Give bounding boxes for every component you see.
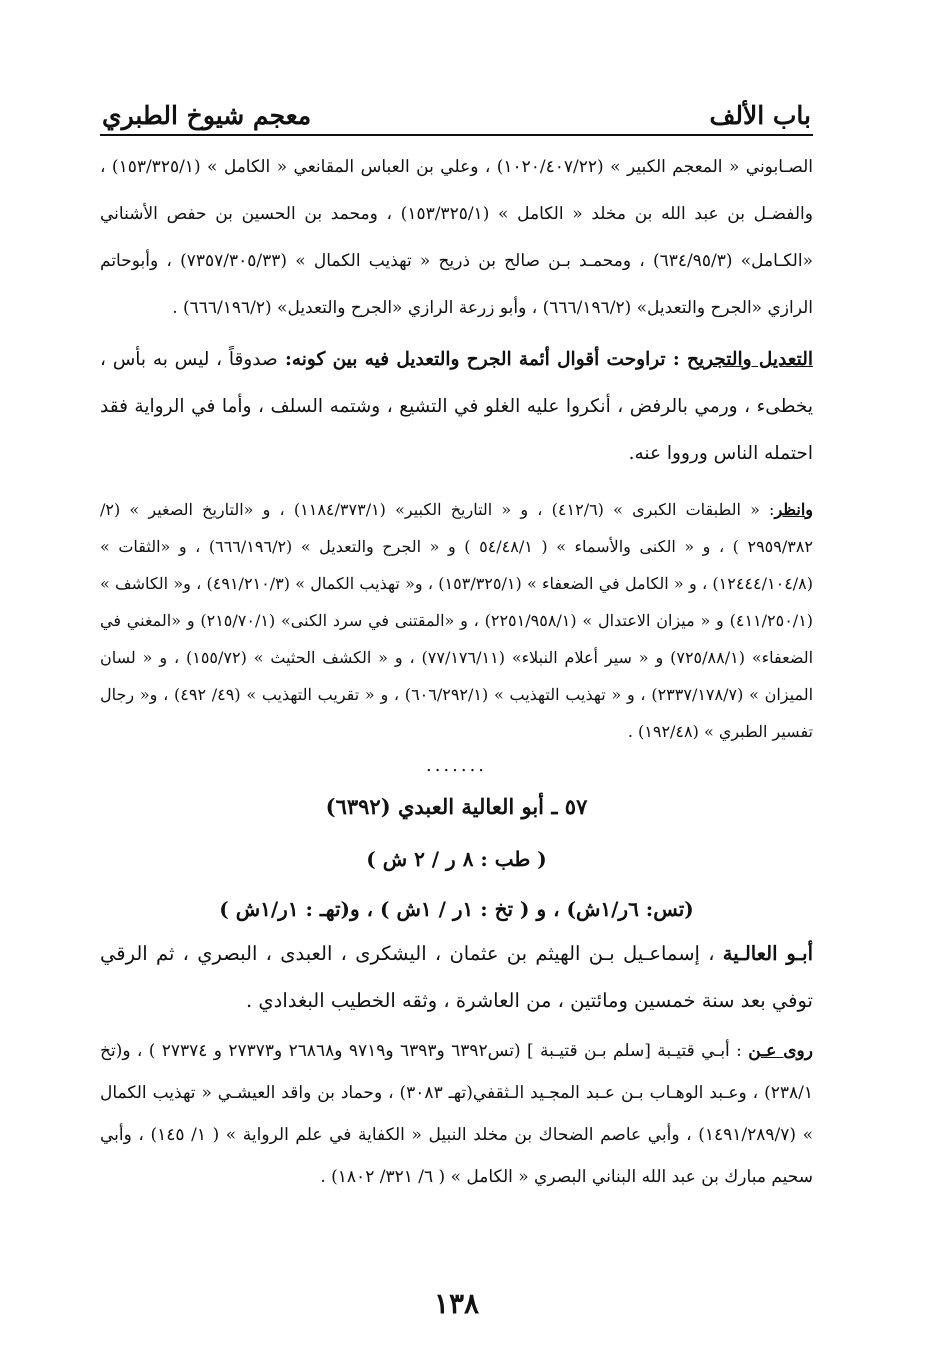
header-chapter-title: باب الألف (709, 101, 811, 130)
jarh-text: صدوقاً ، ليس به بأس ، يخطىء ، ورمي بالرفض ، أنكروا عليه الغلو في التشيع ، وشتمه السلف ، وأما في الرواية فقد احتمله الناس ورووا عنه. (100, 349, 813, 464)
section-separator: ....... (425, 755, 488, 776)
paragraph-narrated-from (100, 1030, 813, 1198)
paragraph-biography (100, 930, 813, 1024)
entry-title: ٥٧ ـ أبو العالية العبدي (٦٣٩٢) (325, 794, 588, 819)
running-header (100, 80, 813, 136)
label-tadil-tajrih: التعديل والتجريح (687, 349, 814, 370)
references-text: : « الطبقات الكبرى » (٤١٢/٦) ، و « التاريخ الكبير» (١١٨٤/٣٧٣/١) ، و «التاريخ الصغير » (٢/ ٢٩٥٩/٣٨٢ ) ، و « الكنى والأسماء » ( ٥٤/٤٨/١ ) و « الجرح والتعديل » (٦٦٦/١٩٦/٢) ، و «الثقات » (١٢٤٤٤/١٠٤/٨) ، و « الكامل في الضعفاء » (١٥٣/٣٢٥/١) ، و« تهذيب الكمال » (٤٩١/٢١٠/٣) ، و« الكاشف » (٤١١/٢٥٠/١) و « ميزان الاعتدال » (٢٢٥١/٩٥٨/١) ، و «المقتنى في سرد الكنى» (٢١٥/٧٠/١) و «المغني في الضعفاء» (٧٢٥/٨٨/١) و « سير أعلام النبلاء» (٧٧/١٧٦/١١) ، و « الكشف الحثيث » (١٥٥/٧٢) ، و « لسان الميزان » (٢٣٣٧/١٧٨/٧) ، و « تهذيب التهذيب » (٦٠٦/٢٩٢/١) ، و « تقريب التهذيب » (٤٩/ ٤٩٢) ، و« رجال تفسير الطبري » (١٩٢/٤٨) . (100, 500, 814, 741)
entry-codes-works: (تس: ٦ر/١ش) ، و ( تخ : ١ر / ١ش ) ، و(تهـ : ١ر/١ش ) (219, 897, 694, 921)
entry-codes-tabari: ( طب : ٨ ر / ٢ ش ) (366, 847, 547, 871)
paragraph-narrators-continued: الصـابوني « المعجم الكبير » (١٠٢٠/٤٠٧/٢٢) ، وعلي بن العباس المقانعي « الكامل » (١٥٣/٣٢٥/١) ، والفضـل بن عبد الله بن مخلد « الكامل » (١٥٣/٣٢٥/١) ، ومحمد بن الحسين بن حفص الأشناني «الكـامل» (٦٣٤/٩٥/٣) ، ومحمـد بـن صالح بن ذريح « تهذيب الكمال » (٧٣٥٧/٣٠٥/٣٣) ، وأبوحاتم الرازي «الجرح والتعديل» (٦٦٦/١٩٦/٢) ، وأبو زرعة الرازي «الجرح والتعديل» (٦٦٦/١٩٦/٢) . (100, 157, 813, 318)
paragraph-jarh-tadil (100, 336, 813, 477)
biography-text: ، إسماعـيل بـن الهيثم بن عثمان ، اليشكرى ، العبدى ، البصري ، ثم الرقي توفي بعد سنة خمسين ومائتين ، من العاشرة ، وثقه الخطيب البغدادي . (100, 942, 813, 1012)
page-body (100, 144, 813, 1198)
narrated-from-text: : أبـي قتيـبة [سلم بـن قتيـبة ] (تس٦٣٩٢ و٦٣٩٣ و٩٧١٩ و٢٦٨٦٨ و٢٧٣٧٣ و ٢٧٣٧٤ ) ، و(تخ ٢٣٨/١) ، وعـبد الوهـاب بـن عـبد المجـيد الـثقفي(تهـ ٣٠٨٣) ، وحماد بن واقد العيشـي « تهذيب الكمال » (١٤٩١/٢٨٩/٧) ، وأبي عاصم الضحاك بن مخلد النبيل « الكفاية في علم الرواية » ( ١/ ١٤٥) ، وأبي سحيم مبارك بن عبد الله البناني البصري « الكامل » ( ٦/ ٣٢١/ ١٨٠٢) . (100, 1041, 813, 1187)
label-narrated-from: روى عـن (748, 1041, 813, 1061)
header-book-title: معجم شيوخ الطبري (102, 101, 312, 130)
paragraph-references (100, 491, 813, 750)
biography-name: أبـو العالـية (722, 942, 813, 965)
document-page (100, 80, 813, 1350)
label-see-also: وانظر (774, 500, 814, 519)
page-number: ١٣٨ (433, 1287, 480, 1320)
jarh-lead-text: : تراوحت أقوال أئمة الجرح والتعديل فيه بين كونه: (277, 349, 688, 370)
